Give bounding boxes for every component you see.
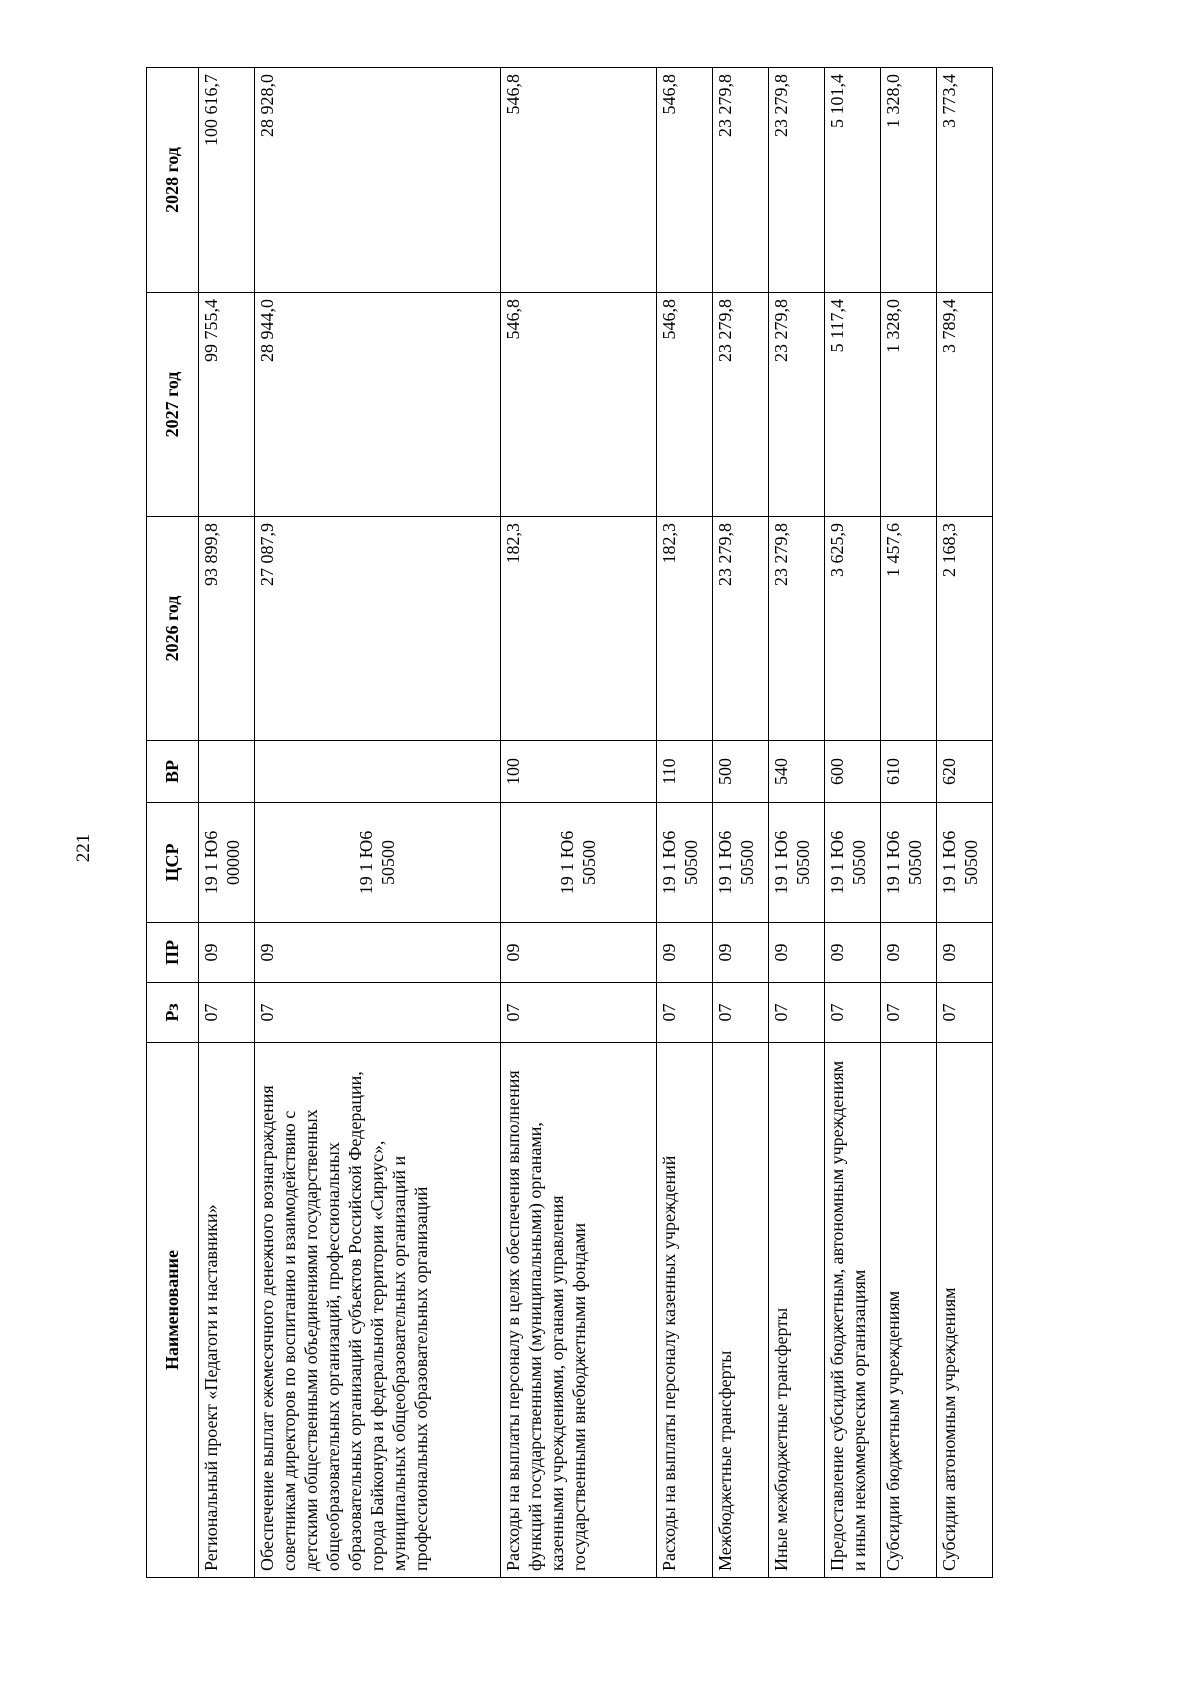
cell-pr: 09 xyxy=(881,923,937,983)
cell-vr: 100 xyxy=(501,741,657,803)
cell-rz: 07 xyxy=(657,983,713,1043)
cell-rz: 07 xyxy=(199,983,255,1043)
cell-csr: 19 1 Ю6 50500 xyxy=(713,803,769,923)
cell-rz: 07 xyxy=(881,983,937,1043)
header-2028: 2028 год xyxy=(147,68,199,293)
cell-2027: 23 279,8 xyxy=(713,293,769,517)
cell-2027: 3 789,4 xyxy=(937,293,993,517)
cell-name: Расходы на выплаты персоналу в целях обеспечения выполнения функций государственными (муниципальными) органами, казенными учреждениями, органами управления государственными внебюджетными фондами xyxy=(501,1043,657,1578)
cell-2028: 546,8 xyxy=(657,68,713,293)
cell-2026: 27 087,9 xyxy=(255,517,501,741)
page-number: 221 xyxy=(73,833,94,863)
cell-2026: 2 168,3 xyxy=(937,517,993,741)
header-rz: Рз xyxy=(147,983,199,1043)
header-row xyxy=(147,68,199,1578)
header-name: Наименование xyxy=(147,1043,199,1578)
cell-2028: 23 279,8 xyxy=(769,68,825,293)
cell-2026: 1 457,6 xyxy=(881,517,937,741)
cell-vr xyxy=(255,741,501,803)
cell-2026: 23 279,8 xyxy=(713,517,769,741)
budget-table xyxy=(146,67,993,1578)
cell-pr: 09 xyxy=(769,923,825,983)
header-csr: ЦСР xyxy=(147,803,199,923)
cell-2028: 546,8 xyxy=(501,68,657,293)
cell-csr: 19 1 Ю6 50500 xyxy=(255,803,501,923)
cell-vr: 600 xyxy=(825,741,881,803)
cell-pr: 09 xyxy=(501,923,657,983)
cell-name: Межбюджетные трансферты xyxy=(713,1043,769,1578)
cell-2027: 5 117,4 xyxy=(825,293,881,517)
cell-pr: 09 xyxy=(825,923,881,983)
cell-vr: 110 xyxy=(657,741,713,803)
table-row xyxy=(881,68,937,1578)
cell-2028: 100 616,7 xyxy=(199,68,255,293)
cell-2026: 3 625,9 xyxy=(825,517,881,741)
cell-vr: 540 xyxy=(769,741,825,803)
cell-pr: 09 xyxy=(255,923,501,983)
cell-name: Расходы на выплаты персоналу казенных учреждений xyxy=(657,1043,713,1578)
table-row xyxy=(501,68,657,1578)
cell-2028: 1 328,0 xyxy=(881,68,937,293)
header-2027: 2027 год xyxy=(147,293,199,517)
cell-pr: 09 xyxy=(937,923,993,983)
cell-rz: 07 xyxy=(937,983,993,1043)
cell-2028: 28 928,0 xyxy=(255,68,501,293)
cell-2027: 546,8 xyxy=(501,293,657,517)
cell-2026: 182,3 xyxy=(657,517,713,741)
cell-2026: 93 899,8 xyxy=(199,517,255,741)
cell-2026: 23 279,8 xyxy=(769,517,825,741)
cell-2026: 182,3 xyxy=(501,517,657,741)
cell-vr: 610 xyxy=(881,741,937,803)
cell-rz: 07 xyxy=(255,983,501,1043)
header-vr: ВР xyxy=(147,741,199,803)
cell-vr: 620 xyxy=(937,741,993,803)
cell-2027: 1 328,0 xyxy=(881,293,937,517)
cell-csr: 19 1 Ю6 50500 xyxy=(657,803,713,923)
cell-name: Субсидии бюджетным учреждениям xyxy=(881,1043,937,1578)
table-row xyxy=(657,68,713,1578)
cell-2027: 546,8 xyxy=(657,293,713,517)
cell-csr: 19 1 Ю6 50500 xyxy=(881,803,937,923)
header-2026: 2026 год xyxy=(147,517,199,741)
cell-name: Иные межбюджетные трансферты xyxy=(769,1043,825,1578)
cell-rz: 07 xyxy=(825,983,881,1043)
cell-name: Региональный проект «Педагоги и наставники» xyxy=(199,1043,255,1578)
cell-name: Субсидии автономным учреждениям xyxy=(937,1043,993,1578)
table-row xyxy=(937,68,993,1578)
cell-2028: 5 101,4 xyxy=(825,68,881,293)
table-row xyxy=(199,68,255,1578)
cell-csr: 19 1 Ю6 50500 xyxy=(769,803,825,923)
cell-name: Предоставление субсидий бюджетным, автономным учреждениям и иным некоммерческим организациям xyxy=(825,1043,881,1578)
table-row xyxy=(825,68,881,1578)
rotated-table-container xyxy=(146,68,981,1578)
table-row xyxy=(769,68,825,1578)
cell-2027: 23 279,8 xyxy=(769,293,825,517)
cell-pr: 09 xyxy=(199,923,255,983)
cell-2027: 99 755,4 xyxy=(199,293,255,517)
cell-csr: 19 1 Ю6 50500 xyxy=(825,803,881,923)
cell-vr xyxy=(199,741,255,803)
cell-csr: 19 1 Ю6 00000 xyxy=(199,803,255,923)
cell-pr: 09 xyxy=(713,923,769,983)
table-row xyxy=(255,68,501,1578)
cell-2028: 3 773,4 xyxy=(937,68,993,293)
cell-name: Обеспечение выплат ежемесячного денежного вознаграждения советникам директоров по воспитанию и взаимодействию с детскими общественными объединениями государственных общеобразовательных организаций, профессиональных образовательных организаций субъектов Российской Федерации, города Байконура и федеральной территории «Сириус», муниципальных общеобразовательных организаций и профессиональных образовательных организаций xyxy=(255,1043,501,1578)
header-pr: ПР xyxy=(147,923,199,983)
cell-vr: 500 xyxy=(713,741,769,803)
cell-rz: 07 xyxy=(769,983,825,1043)
cell-csr: 19 1 Ю6 50500 xyxy=(937,803,993,923)
cell-rz: 07 xyxy=(501,983,657,1043)
table-row xyxy=(713,68,769,1578)
cell-csr: 19 1 Ю6 50500 xyxy=(501,803,657,923)
cell-pr: 09 xyxy=(657,923,713,983)
cell-rz: 07 xyxy=(713,983,769,1043)
cell-2027: 28 944,0 xyxy=(255,293,501,517)
cell-2028: 23 279,8 xyxy=(713,68,769,293)
